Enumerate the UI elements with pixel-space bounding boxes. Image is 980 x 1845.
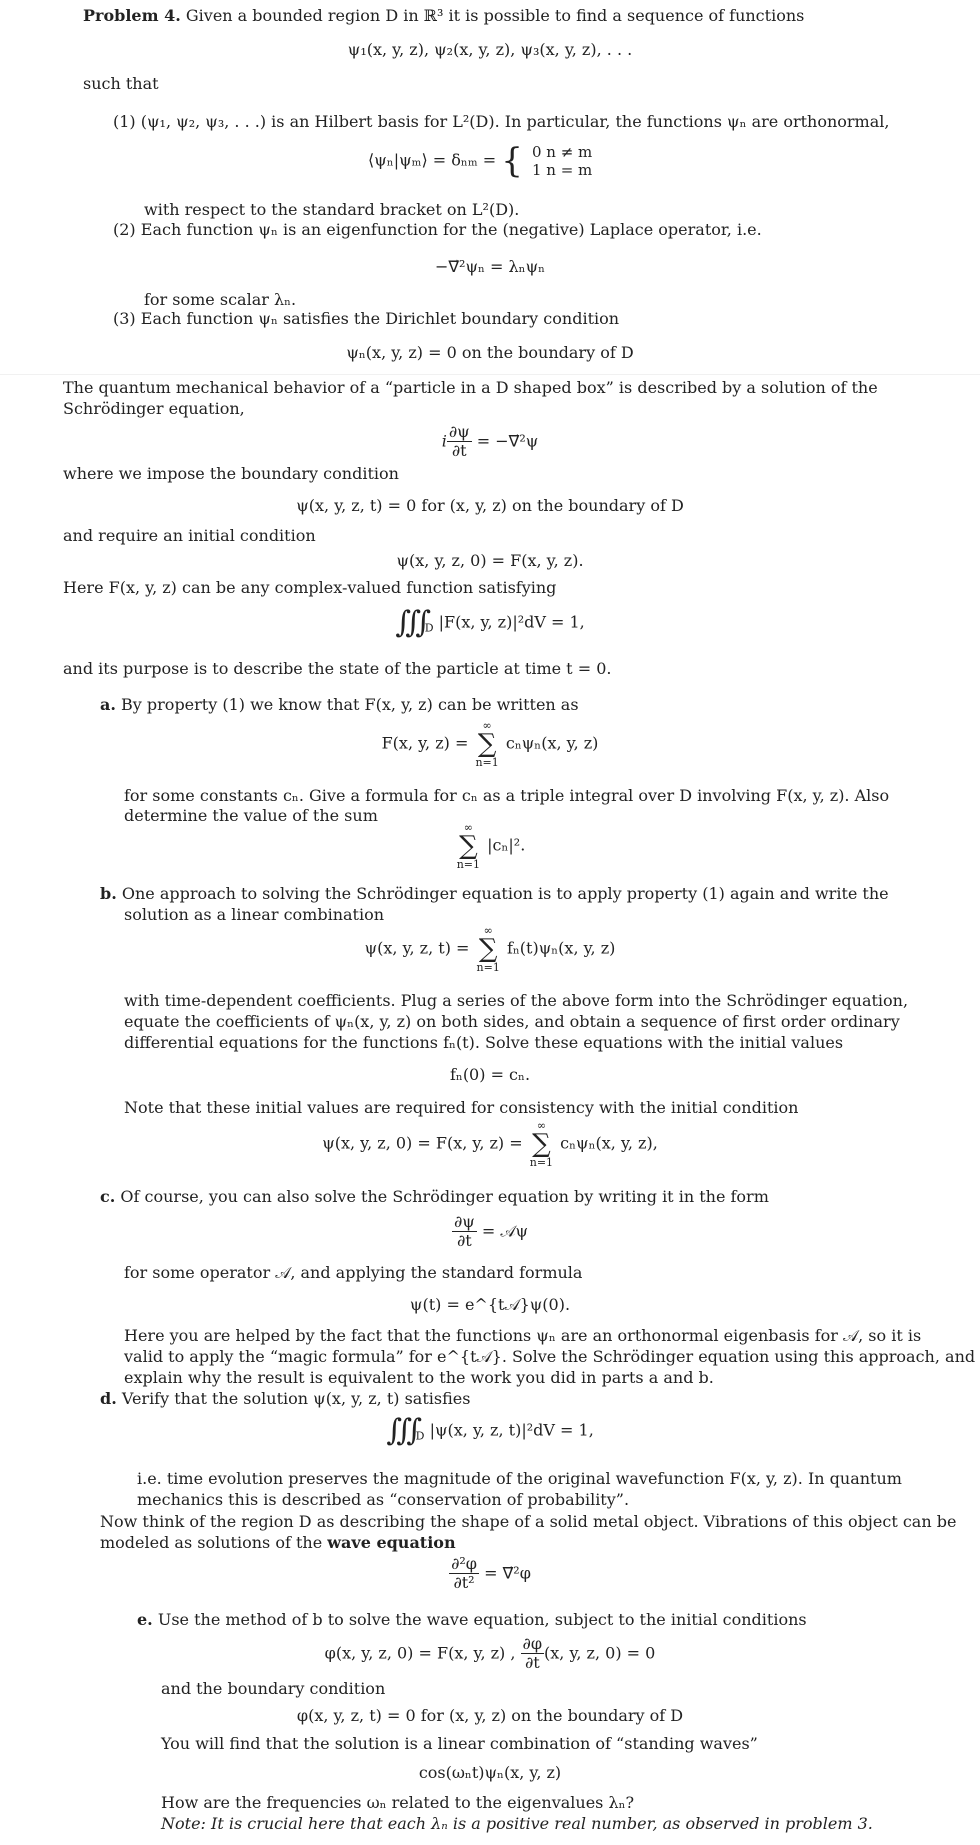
part-a-text-3: determine the value of the sum: [124, 806, 378, 825]
orthonormal-equation: ⟨ψₙ|ψₘ⟩ = δₙₘ = { 0 n ≠ m 1 n = m: [368, 141, 593, 181]
part-c-equation: $\frac{\partial\psi}{\partial t}$ = 𝒜ψ: [453, 1212, 529, 1251]
problem-heading: [83, 6, 804, 26]
part-e-question: How are the frequencies ωₙ related to the eigenvalues λₙ?: [161, 1793, 635, 1812]
part-e-text-2: and the boundary condition: [161, 1679, 386, 1698]
part-b-text-4: differential equations for the functions fₙ(t). Solve these equations with the initial values: [124, 1033, 844, 1052]
divider: [0, 374, 980, 375]
part-c-text-2: for some operator 𝒜, and applying the standard formula: [124, 1263, 583, 1282]
function-sequence: ψ₁(x, y, z), ψ₂(x, y, z), ψ₃(x, y, z), . . .: [347, 40, 633, 59]
part-b-initial-values: fₙ(0) = cₙ.: [449, 1065, 531, 1084]
part-e-initial-conditions: φ(x, y, z, 0) = F(x, y, z) , $\frac{\partial\varphi}{\partial t}$ (x, y, z, 0) = 0: [324, 1634, 656, 1673]
normalization-equation: $∭_D$ |F(x, y, z)|²dV = 1,: [395, 605, 585, 640]
cases-brace: {: [501, 141, 523, 181]
wave-intro: Now think of the region D as describing the shape of a solid metal object. Vibrations of this object can be: [100, 1512, 957, 1531]
schrodinger-intro-2: Schrödinger equation,: [63, 399, 245, 418]
complex-function-text: Here F(x, y, z) can be any complex-valued function satisfying: [63, 578, 557, 597]
part-c: c. Of course, you can also solve the Schrödinger equation by writing it in the form: [100, 1187, 769, 1206]
wave-intro-2: modeled as solutions of the wave equation: [100, 1533, 456, 1552]
such-that-text: such that: [83, 74, 159, 93]
wave-equation: $\frac{\text{∂²φ}}{\text{∂t²}}$ = ∇⃗²φ: [451, 1554, 531, 1593]
sum-symbol: ∞ ∑ n=1: [476, 924, 500, 974]
schrodinger-equation: i $\frac{\partial\psi}{\partial t}$ = −∇⃗²ψ: [441, 422, 539, 461]
part-b-consistency-eq: ψ(x, y, z, 0) = F(x, y, z) = ∞ ∑ n=1 cₙψₙ(x, y, z),: [322, 1119, 658, 1169]
property-2-after: for some scalar λₙ.: [144, 290, 297, 309]
dirichlet-equation: ψₙ(x, y, z) = 0 on the boundary of D: [346, 343, 634, 362]
property-2: (2) Each function ψₙ is an eigenfunction for the (negative) Laplace operator, i.e.: [113, 220, 762, 239]
schrodinger-intro: The quantum mechanical behavior of a “particle in a D shaped box” is described by a solution of the: [63, 378, 878, 397]
sum-symbol: ∞ ∑ n=1: [456, 821, 481, 871]
part-a-sum: ∞ ∑ n=1 |cₙ|².: [456, 821, 526, 871]
sum-symbol: ∞ ∑ n=1: [529, 1119, 554, 1169]
part-a-text-2: for some constants cₙ. Give a formula for cₙ as a triple integral over D involving F(x, y, z). Also: [124, 786, 890, 805]
part-c-text-3: Here you are helped by the fact that the functions ψₙ are an orthonormal eigenbasis for 𝒜, so it is: [124, 1326, 922, 1345]
initial-condition: ψ(x, y, z, 0) = F(x, y, z).: [396, 551, 584, 570]
initial-intro: and require an initial condition: [63, 526, 316, 545]
boundary-intro: where we impose the boundary condition: [63, 464, 399, 483]
standing-wave: cos(ωₙt)ψₙ(x, y, z): [418, 1763, 562, 1782]
part-b: b. One approach to solving the Schrödinger equation is to apply property (1) again and write the: [100, 884, 889, 903]
part-c-formula: ψ(t) = e^{t𝒜}ψ(0).: [409, 1295, 571, 1314]
part-d-integral: $∭_D$ |ψ(x, y, z, t)|²dV = 1,: [386, 1413, 594, 1448]
part-b-expansion: ψ(x, y, z, t) = ∞ ∑ n=1 fₙ(t)ψₙ(x, y, z): [364, 924, 616, 974]
problem-intro: Given a bounded region D in ℝ³ it is possible to find a sequence of functions: [185, 6, 805, 25]
part-b-text-1b: solution as a linear combination: [124, 905, 385, 924]
property-1: (1) (ψ₁, ψ₂, ψ₃, . . .) is an Hilbert basis for L²(D). In particular, the functions ψₙ are orthonormal,: [113, 112, 890, 131]
boundary-condition: ψ(x, y, z, t) = 0 for (x, y, z) on the boundary of D: [296, 496, 684, 515]
eigen-equation: −∇⃗²ψₙ = λₙψₙ: [434, 257, 546, 276]
part-d-text-3: mechanics this is described as “conservation of probability”.: [137, 1490, 630, 1509]
part-d-text-2: i.e. time evolution preserves the magnitude of the original wavefunction F(x, y, z). In quantum: [137, 1469, 902, 1488]
part-b-text-3: equate the coefficients of ψₙ(x, y, z) on both sides, and obtain a sequence of first order ordinary: [124, 1012, 900, 1031]
property-1-after: with respect to the standard bracket on L²(D).: [144, 200, 520, 219]
part-b-text-5: Note that these initial values are required for consistency with the initial condition: [124, 1098, 799, 1117]
part-e: e. Use the method of b to solve the wave equation, subject to the initial conditions: [137, 1610, 807, 1629]
part-c-text-5: explain why the result is equivalent to the work you did in parts a and b.: [124, 1368, 714, 1387]
state-description: and its purpose is to describe the state of the particle at time t = 0.: [63, 659, 612, 678]
property-3: (3) Each function ψₙ satisfies the Dirichlet boundary condition: [113, 309, 620, 328]
part-b-text-2: with time-dependent coefficients. Plug a series of the above form into the Schrödinger equation,: [124, 991, 909, 1010]
part-c-text-4: valid to apply the “magic formula” for e^{t𝒜}. Solve the Schrödinger equation using this approach, and: [124, 1347, 976, 1366]
problem-label: Problem 4.: [83, 6, 181, 25]
part-e-text-3: You will find that the solution is a linear combination of “standing waves”: [161, 1734, 758, 1753]
part-d: d. Verify that the solution ψ(x, y, z, t) satisfies: [100, 1389, 471, 1408]
part-e-boundary-condition: φ(x, y, z, t) = 0 for (x, y, z) on the boundary of D: [296, 1706, 684, 1725]
part-e-note: Note: It is crucial here that each λₙ is a positive real number, as observed in problem 3.: [161, 1814, 873, 1833]
sum-symbol: ∞ ∑ n=1: [475, 719, 499, 769]
part-a: a. By property (1) we know that F(x, y, z) can be written as: [100, 695, 579, 714]
part-a-expansion: F(x, y, z) = ∞ ∑ n=1 cₙψₙ(x, y, z): [381, 719, 599, 769]
